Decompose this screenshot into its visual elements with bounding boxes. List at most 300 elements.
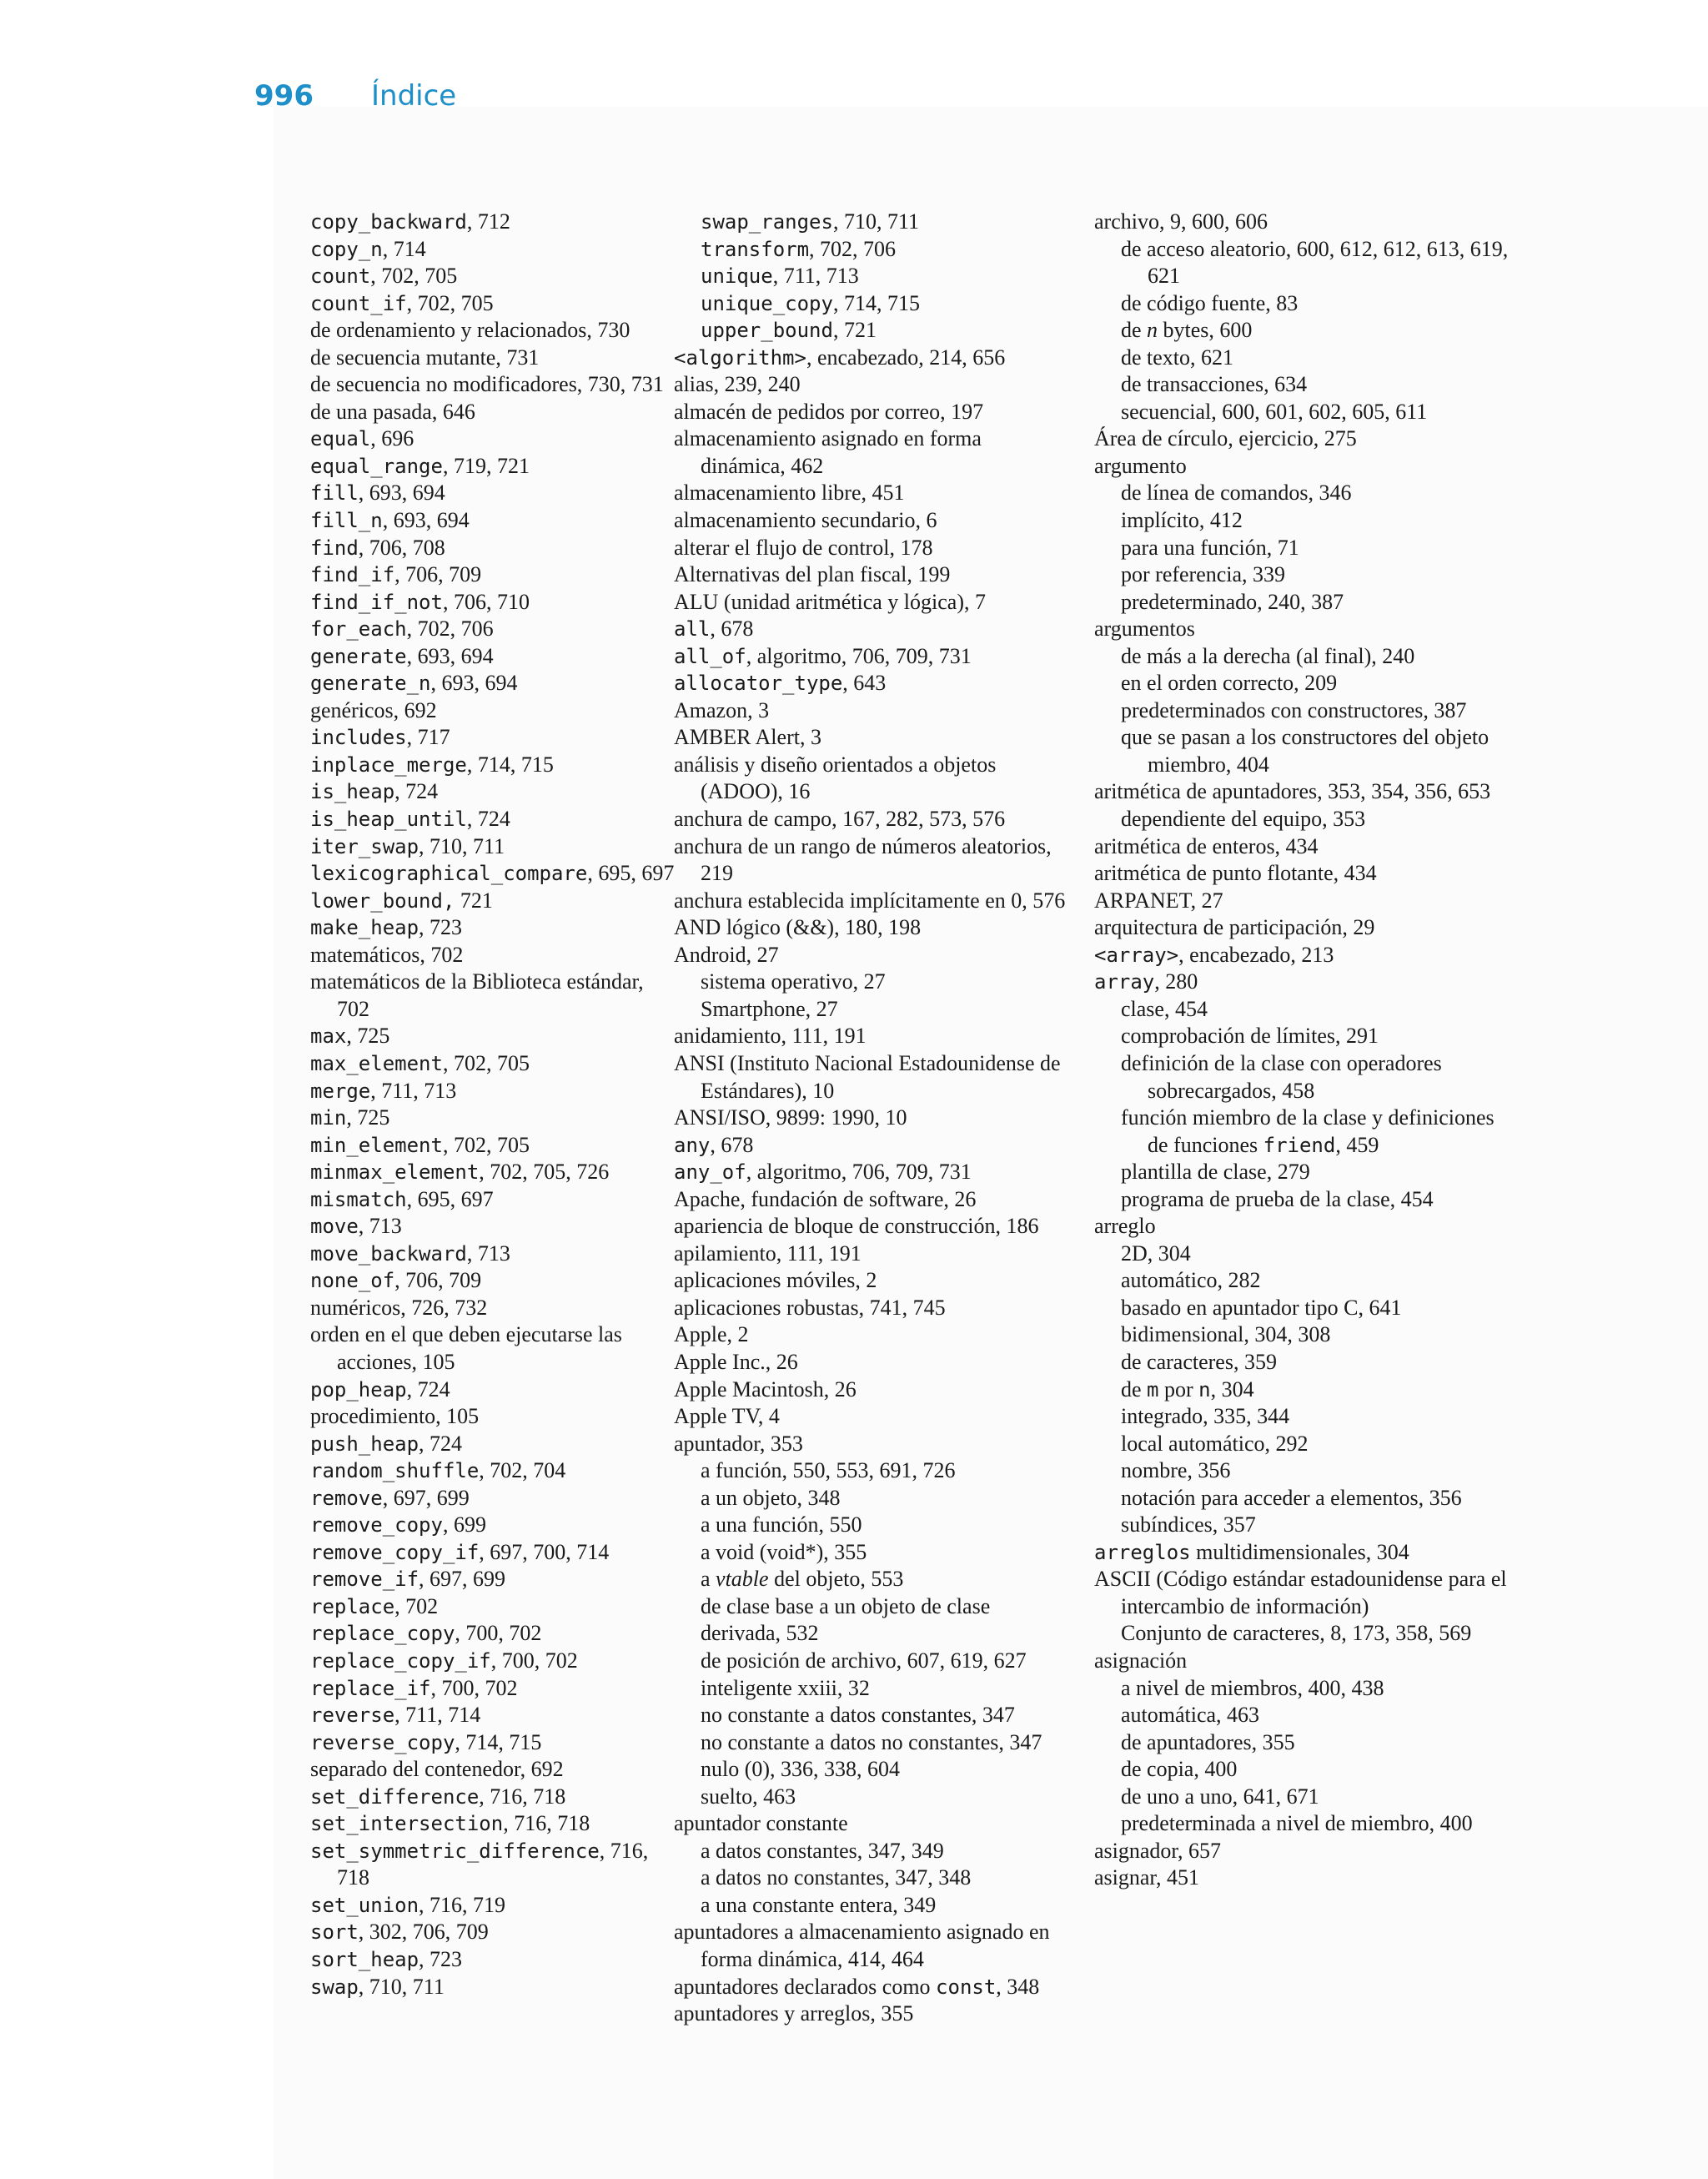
entry-text: matemáticos, 702 bbox=[310, 942, 464, 967]
code-term: n bbox=[1198, 1377, 1211, 1402]
index-subentry bbox=[1094, 1376, 1511, 1404]
index-subentry bbox=[284, 480, 676, 507]
index-subentry bbox=[1094, 480, 1511, 507]
index-subentry bbox=[1094, 643, 1511, 671]
index-subentry bbox=[1094, 996, 1511, 1024]
entry-text: a un objeto, 348 bbox=[701, 1485, 841, 1510]
index-subentry bbox=[1094, 561, 1511, 589]
index-subentry bbox=[284, 507, 676, 535]
entry-text: , 700, 702 bbox=[455, 1621, 542, 1646]
code-term: set_symmetric_difference bbox=[310, 1839, 600, 1863]
index-subentry bbox=[284, 1295, 676, 1322]
code-term: transform bbox=[701, 237, 810, 261]
entry-text: de uno a uno, 641, 671 bbox=[1121, 1784, 1319, 1809]
entry-text: del objeto, 553 bbox=[768, 1567, 904, 1592]
code-term: set_union bbox=[310, 1893, 419, 1917]
index-entry bbox=[674, 589, 1066, 616]
entry-text: , 713 bbox=[358, 1214, 402, 1239]
index-entry bbox=[1094, 969, 1511, 996]
index-subentry bbox=[674, 1457, 1066, 1485]
index-subentry bbox=[284, 1267, 676, 1295]
code-term: set_difference bbox=[310, 1784, 480, 1809]
entry-text: nulo (0), 336, 338, 604 bbox=[701, 1757, 901, 1782]
index-entry bbox=[1094, 1864, 1511, 1892]
entry-text: de clase base a un objeto de clase bbox=[701, 1593, 991, 1618]
index-entry bbox=[674, 942, 1066, 969]
entry-text: , 702, 705 bbox=[442, 1132, 530, 1157]
entry-text: , 706, 709 bbox=[394, 1268, 482, 1293]
code-term: swap_ranges bbox=[701, 210, 833, 234]
entry-text: , 710, 711 bbox=[358, 1974, 445, 1999]
index-subentry bbox=[284, 371, 676, 399]
index-subentry bbox=[284, 1648, 676, 1675]
index-subentry bbox=[284, 1919, 676, 1946]
index-subentry bbox=[284, 1702, 676, 1729]
entry-text: de apuntadores, 355 bbox=[1121, 1729, 1295, 1754]
entry-text: implícito, 412 bbox=[1121, 508, 1243, 533]
index-subentry bbox=[1094, 1431, 1511, 1458]
index-entry bbox=[674, 1159, 1066, 1186]
index-subentry bbox=[674, 996, 1066, 1024]
entry-text: no constante a datos no constantes, 347 bbox=[701, 1729, 1042, 1754]
index-entry bbox=[674, 643, 1066, 671]
index-subentry bbox=[284, 1974, 676, 2001]
index-subentry bbox=[1094, 697, 1511, 725]
index-entry bbox=[674, 1403, 1066, 1431]
entry-text: , 716, 718 bbox=[337, 1838, 649, 1890]
index-subentry bbox=[284, 806, 676, 833]
code-term: const bbox=[936, 1975, 997, 1999]
index-subentry bbox=[284, 1213, 676, 1240]
code-term: inplace_merge bbox=[310, 752, 467, 777]
code-term: sort bbox=[310, 1920, 359, 1945]
entry-text: , 280 bbox=[1154, 969, 1198, 994]
entry-text: a bbox=[701, 1567, 716, 1592]
index-subentry bbox=[284, 1485, 676, 1512]
code-term: move_backward bbox=[310, 1241, 467, 1266]
index-subentry bbox=[284, 1403, 676, 1431]
code-term: swap bbox=[310, 1975, 359, 1999]
code-term: min bbox=[310, 1106, 347, 1130]
code-term: fill_n bbox=[310, 509, 383, 533]
entry-text: , 723 bbox=[419, 1947, 463, 1971]
code-term: remove_copy_if bbox=[310, 1540, 480, 1564]
entry-text: de una pasada, 646 bbox=[310, 399, 475, 424]
index-subentry bbox=[284, 1050, 676, 1078]
entry-text: ANSI (Instituto Nacional Estadounidense de Estándares), 10 bbox=[674, 1050, 1061, 1103]
entry-text: anchura establecida implícitamente en 0, 576 bbox=[674, 888, 1066, 913]
entry-text: , 710, 711 bbox=[419, 833, 505, 858]
index-column-3 bbox=[1094, 209, 1511, 1892]
entry-text: por bbox=[1158, 1376, 1199, 1402]
index-subentry bbox=[674, 290, 1066, 318]
section-title: Índice bbox=[371, 79, 457, 113]
index-entry bbox=[1094, 833, 1511, 861]
code-term: <algorithm> bbox=[674, 345, 806, 370]
code-term: move bbox=[310, 1215, 359, 1239]
entry-text: , 702, 705 bbox=[370, 264, 458, 289]
index-subentry bbox=[284, 263, 676, 290]
entry-text: , 719, 721 bbox=[442, 453, 530, 478]
entry-text: almacenamiento asignado en forma dinámica, 462 bbox=[674, 426, 982, 478]
index-subentry bbox=[1094, 290, 1511, 318]
code-term: includes bbox=[310, 726, 407, 750]
index-subentry bbox=[284, 1240, 676, 1268]
entry-text: automática, 463 bbox=[1121, 1703, 1260, 1728]
entry-text: comprobación de límites, 291 bbox=[1121, 1024, 1379, 1049]
entry-text: , 693, 694 bbox=[358, 481, 445, 506]
entry-text: automático, 282 bbox=[1121, 1268, 1261, 1293]
entry-text: , 697, 700, 714 bbox=[479, 1539, 610, 1564]
entry-text: ALU (unidad aritmética y lógica), 7 bbox=[674, 589, 986, 614]
entry-text: , 711, 714 bbox=[394, 1703, 481, 1728]
entry-text: , 710, 711 bbox=[832, 209, 919, 234]
entry-text: , algoritmo, 706, 709, 731 bbox=[746, 1160, 972, 1185]
index-subentry bbox=[1094, 1240, 1511, 1268]
index-subentry bbox=[674, 1702, 1066, 1729]
entry-text: Apple, 2 bbox=[674, 1322, 749, 1347]
entry-text: basado en apuntador tipo C, 641 bbox=[1121, 1295, 1402, 1320]
entry-text: , 706, 709 bbox=[394, 562, 482, 587]
entry-text: , 697, 699 bbox=[382, 1485, 470, 1510]
index-subentry bbox=[284, 1132, 676, 1160]
index-entry bbox=[674, 371, 1066, 399]
index-entry bbox=[1094, 888, 1511, 915]
index-subentry bbox=[284, 1566, 676, 1593]
entry-text: anidamiento, 111, 191 bbox=[674, 1024, 867, 1049]
entry-text: AMBER Alert, 3 bbox=[674, 725, 821, 750]
index-entry bbox=[674, 1349, 1066, 1376]
index-subentry bbox=[1094, 1485, 1511, 1512]
entry-text: procedimiento, 105 bbox=[310, 1404, 480, 1429]
entry-text: sistema operativo, 27 bbox=[701, 969, 886, 994]
index-subentry bbox=[674, 263, 1066, 290]
entry-text: genéricos, 692 bbox=[310, 697, 437, 722]
index-entry bbox=[674, 480, 1066, 507]
entry-text: , 702, 706 bbox=[809, 236, 897, 261]
entry-text: para una función, 71 bbox=[1121, 535, 1299, 560]
entry-text: alias, 239, 240 bbox=[674, 372, 801, 397]
index-entry bbox=[674, 1132, 1066, 1160]
entry-text: predeterminado, 240, 387 bbox=[1121, 589, 1344, 614]
entry-text: , 712 bbox=[466, 209, 510, 234]
index-entry bbox=[674, 2000, 1066, 2028]
code-term: find bbox=[310, 536, 359, 560]
index-column-2 bbox=[674, 209, 1066, 2028]
index-entry bbox=[674, 1431, 1066, 1458]
entry-text: , 724 bbox=[419, 1431, 463, 1456]
entry-text: , 717 bbox=[406, 725, 450, 750]
entry-text: , 711, 713 bbox=[772, 264, 859, 289]
index-entry bbox=[674, 1295, 1066, 1322]
entry-text: inteligente xxiii, 32 bbox=[701, 1675, 870, 1700]
code-term: unique bbox=[701, 264, 773, 289]
index-subentry bbox=[284, 589, 676, 616]
entry-text: aplicaciones móviles, 2 bbox=[674, 1268, 877, 1293]
entry-text: , 702, 705 bbox=[406, 290, 494, 315]
entry-text: predeterminados con constructores, 387 bbox=[1121, 697, 1467, 722]
index-subentry bbox=[1094, 1810, 1511, 1838]
entry-text: Apple TV, 4 bbox=[674, 1404, 780, 1429]
index-subentry bbox=[1094, 1620, 1511, 1648]
code-term: count bbox=[310, 264, 371, 289]
index-entry bbox=[674, 561, 1066, 589]
entry-text: , 724 bbox=[406, 1376, 450, 1402]
index-entry bbox=[1094, 1566, 1511, 1620]
index-entry bbox=[674, 507, 1066, 535]
entry-text: secuencial, 600, 601, 602, 605, 611 bbox=[1121, 399, 1428, 424]
code-term: is_heap_until bbox=[310, 808, 467, 832]
entry-text: , 713 bbox=[466, 1240, 510, 1266]
entry-text: n bbox=[1147, 318, 1158, 343]
entry-text: , 693, 694 bbox=[430, 671, 518, 696]
index-subentry bbox=[284, 752, 676, 779]
entry-text: de línea de comandos, 346 bbox=[1121, 481, 1352, 506]
entry-text: aritmética de apuntadores, 353, 354, 356, 653 bbox=[1094, 779, 1491, 804]
entry-text: definición de la clase con operadores sobrecargados, 458 bbox=[1121, 1050, 1442, 1103]
index-entry bbox=[1094, 860, 1511, 888]
entry-text: de caracteres, 359 bbox=[1121, 1349, 1277, 1374]
entry-text: subíndices, 357 bbox=[1121, 1512, 1256, 1537]
entry-text: Área de círculo, ejercicio, 275 bbox=[1094, 426, 1357, 451]
index-entry bbox=[1094, 209, 1511, 236]
entry-text: almacenamiento libre, 451 bbox=[674, 481, 905, 506]
entry-text: , 699 bbox=[442, 1512, 486, 1537]
entry-text: no constante a datos constantes, 347 bbox=[701, 1703, 1015, 1728]
entry-text: bytes, 600 bbox=[1158, 318, 1253, 343]
code-term: replace_if bbox=[310, 1676, 431, 1700]
entry-text: bidimensional, 304, 308 bbox=[1121, 1322, 1331, 1347]
entry-text: , 459 bbox=[1335, 1132, 1379, 1157]
index-subentry bbox=[284, 778, 676, 806]
entry-text: , 678 bbox=[710, 1132, 754, 1157]
entry-text: plantilla de clase, 279 bbox=[1121, 1160, 1310, 1185]
entry-text: Apple Inc., 26 bbox=[674, 1349, 798, 1374]
code-term: generate bbox=[310, 644, 407, 668]
entry-text: , 693, 694 bbox=[382, 508, 470, 533]
index-entry bbox=[674, 670, 1066, 697]
code-term: reverse bbox=[310, 1703, 395, 1728]
code-term: mismatch bbox=[310, 1187, 407, 1211]
index-entry bbox=[1094, 1838, 1511, 1865]
code-term: copy_backward bbox=[310, 210, 467, 234]
entry-text: , 697, 699 bbox=[419, 1567, 506, 1592]
index-subentry bbox=[284, 317, 676, 345]
index-subentry bbox=[1094, 1403, 1511, 1431]
entry-text: , 714, 715 bbox=[455, 1729, 542, 1754]
entry-text: de más a la derecha (al final), 240 bbox=[1121, 643, 1415, 668]
code-term: find_if bbox=[310, 563, 395, 587]
index-subentry bbox=[1094, 1159, 1511, 1186]
entry-text: , 304 bbox=[1210, 1376, 1254, 1402]
index-subentry bbox=[284, 209, 676, 236]
entry-text: Apache, fundación de software, 26 bbox=[674, 1186, 977, 1211]
index-subentry bbox=[284, 1078, 676, 1105]
index-entry bbox=[674, 752, 1066, 806]
code-term: any_of bbox=[674, 1160, 746, 1185]
entry-text: , 711, 713 bbox=[370, 1078, 457, 1103]
entry-text: Android, 27 bbox=[674, 942, 779, 967]
index-subentry bbox=[1094, 1457, 1511, 1485]
index-subentry bbox=[284, 1620, 676, 1648]
entry-text: programa de prueba de la clase, 454 bbox=[1121, 1186, 1434, 1211]
code-term: arreglos bbox=[1094, 1540, 1191, 1564]
entry-text: AND lógico (&&), 180, 198 bbox=[674, 915, 922, 940]
index-subentry bbox=[284, 1784, 676, 1811]
index-subentry bbox=[1094, 1050, 1511, 1105]
index-subentry bbox=[284, 1105, 676, 1132]
entry-text: ANSI/ISO, 9899: 1990, 10 bbox=[674, 1105, 907, 1130]
entry-text: archivo, 9, 600, 606 bbox=[1094, 209, 1268, 234]
code-term: generate_n bbox=[310, 672, 431, 696]
index-entry bbox=[1094, 616, 1511, 643]
code-term: count_if bbox=[310, 291, 407, 315]
index-subentry bbox=[674, 1539, 1066, 1567]
index-subentry bbox=[1094, 1186, 1511, 1214]
entry-text: aritmética de enteros, 434 bbox=[1094, 833, 1319, 858]
index-entry bbox=[674, 1050, 1066, 1105]
code-term: lexicographical_compare bbox=[310, 862, 588, 886]
entry-text: de secuencia mutante, 731 bbox=[310, 345, 540, 370]
entry-text: a datos no constantes, 347, 348 bbox=[701, 1865, 972, 1890]
index-subentry bbox=[284, 914, 676, 942]
entry-text: Smartphone, 27 bbox=[701, 996, 838, 1021]
index-subentry bbox=[674, 1648, 1066, 1675]
entry-text: a una función, 550 bbox=[701, 1512, 862, 1537]
index-subentry bbox=[674, 1784, 1066, 1811]
index-subentry bbox=[1094, 1675, 1511, 1703]
index-subentry bbox=[1094, 1349, 1511, 1376]
code-term: push_heap bbox=[310, 1432, 419, 1456]
entry-text: argumentos bbox=[1094, 616, 1195, 642]
index-subentry bbox=[674, 1675, 1066, 1703]
index-entry bbox=[674, 535, 1066, 562]
entry-text: apilamiento, 111, 191 bbox=[674, 1240, 862, 1266]
entry-text: , 702, 704 bbox=[479, 1458, 566, 1483]
entry-text: , 706, 708 bbox=[358, 535, 445, 560]
index-subentry bbox=[1094, 1267, 1511, 1295]
index-subentry bbox=[284, 1431, 676, 1458]
entry-text: anchura de un rango de números aleatorios, 219 bbox=[674, 833, 1052, 886]
entry-text: , 716, 718 bbox=[479, 1784, 566, 1809]
entry-text: , 723 bbox=[419, 915, 463, 940]
entry-text: anchura de campo, 167, 282, 573, 576 bbox=[674, 807, 1006, 832]
entry-text: , 716, 719 bbox=[419, 1892, 506, 1917]
entry-text: nombre, 356 bbox=[1121, 1458, 1231, 1483]
index-entry bbox=[674, 697, 1066, 725]
entry-text: apuntador constante bbox=[674, 1811, 848, 1836]
index-subentry bbox=[1094, 589, 1511, 616]
entry-text: suelto, 463 bbox=[701, 1784, 796, 1809]
entry-text: apuntadores a almacenamiento asignado en forma dinámica, 414, 464 bbox=[674, 1920, 1050, 1971]
entry-text: análisis y diseño orientados a objetos (ADOO), 16 bbox=[674, 752, 997, 804]
index-subentry bbox=[284, 1946, 676, 1974]
index-subentry bbox=[284, 399, 676, 426]
index-subentry bbox=[284, 425, 676, 453]
entry-text: , 693, 694 bbox=[406, 643, 494, 668]
code-term: pop_heap bbox=[310, 1377, 407, 1402]
index-subentry bbox=[284, 1512, 676, 1539]
entry-text: numéricos, 726, 732 bbox=[310, 1295, 488, 1320]
index-subentry bbox=[284, 453, 676, 481]
code-term: random_shuffle bbox=[310, 1459, 480, 1483]
index-subentry bbox=[284, 1729, 676, 1757]
entry-text: , 714, 715 bbox=[832, 290, 920, 315]
entry-text: Alternativas del plan fiscal, 199 bbox=[674, 562, 951, 587]
code-term: unique_copy bbox=[701, 291, 833, 315]
index-subentry bbox=[1094, 670, 1511, 697]
entry-text: , 702, 705, 726 bbox=[479, 1160, 610, 1185]
code-term: make_heap bbox=[310, 916, 419, 940]
index-entry bbox=[1094, 1648, 1511, 1675]
entry-text: , algoritmo, 706, 709, 731 bbox=[746, 643, 972, 668]
index-subentry bbox=[1094, 1702, 1511, 1729]
index-entry bbox=[1094, 1539, 1511, 1567]
code-term: fill bbox=[310, 481, 359, 506]
entry-text: , 714 bbox=[382, 236, 426, 261]
entry-text: arreglo bbox=[1094, 1214, 1156, 1239]
index-subentry bbox=[284, 1457, 676, 1485]
code-term: minmax_element bbox=[310, 1160, 480, 1185]
entry-text: apariencia de bloque de construcción, 186 bbox=[674, 1214, 1039, 1239]
entry-text: de texto, 621 bbox=[1121, 345, 1234, 370]
entry-text: derivada, 532 bbox=[701, 1621, 819, 1646]
entry-text: , 706, 710 bbox=[442, 589, 530, 614]
entry-text: Conjunto de caracteres, 8, 173, 358, 569 bbox=[1121, 1621, 1472, 1646]
entry-text: de código fuente, 83 bbox=[1121, 290, 1299, 315]
entry-text: argumento bbox=[1094, 453, 1187, 478]
index-subentry bbox=[284, 969, 676, 1023]
index-subentry bbox=[674, 1512, 1066, 1539]
index-entry bbox=[674, 1974, 1066, 2001]
entry-text: ASCII (Código estándar estadounidense para el intercambio de información) bbox=[1094, 1567, 1507, 1618]
entry-text: multidimensionales, 304 bbox=[1190, 1539, 1409, 1564]
index-subentry bbox=[284, 888, 676, 915]
entry-text: a void (void*), 355 bbox=[701, 1539, 867, 1564]
page-number: 996 bbox=[254, 79, 314, 113]
index-subentry bbox=[674, 1729, 1066, 1757]
entry-text: , 702, 706 bbox=[406, 616, 494, 642]
index-entry bbox=[1094, 1213, 1511, 1240]
index-subentry bbox=[1094, 1295, 1511, 1322]
code-term: min_element bbox=[310, 1133, 443, 1157]
index-subentry bbox=[674, 317, 1066, 345]
code-term: array bbox=[1094, 970, 1155, 994]
index-subentry bbox=[674, 1756, 1066, 1784]
index-subentry bbox=[1094, 1756, 1511, 1784]
index-entry bbox=[674, 1919, 1066, 1973]
index-subentry bbox=[1094, 1729, 1511, 1757]
code-term: allocator_type bbox=[674, 672, 843, 696]
code-term: all_of bbox=[674, 644, 746, 668]
code-term: max_element bbox=[310, 1051, 443, 1075]
index-entry bbox=[674, 1376, 1066, 1404]
entry-text: , 702, 705 bbox=[442, 1050, 530, 1075]
index-subentry bbox=[284, 616, 676, 643]
code-term: remove_if bbox=[310, 1568, 419, 1592]
index-subentry bbox=[674, 1864, 1066, 1892]
entry-text: aritmética de punto flotante, 434 bbox=[1094, 861, 1377, 886]
index-subentry bbox=[674, 1566, 1066, 1593]
index-subentry bbox=[284, 643, 676, 671]
entry-text: vtable bbox=[716, 1567, 769, 1592]
index-subentry bbox=[284, 1023, 676, 1050]
entry-text: predeterminada a nivel de miembro, 400 bbox=[1121, 1811, 1473, 1836]
code-term: merge bbox=[310, 1079, 371, 1103]
index-subentry bbox=[284, 1810, 676, 1838]
index-entry bbox=[1094, 942, 1511, 969]
entry-text: , 302, 706, 709 bbox=[358, 1920, 489, 1945]
